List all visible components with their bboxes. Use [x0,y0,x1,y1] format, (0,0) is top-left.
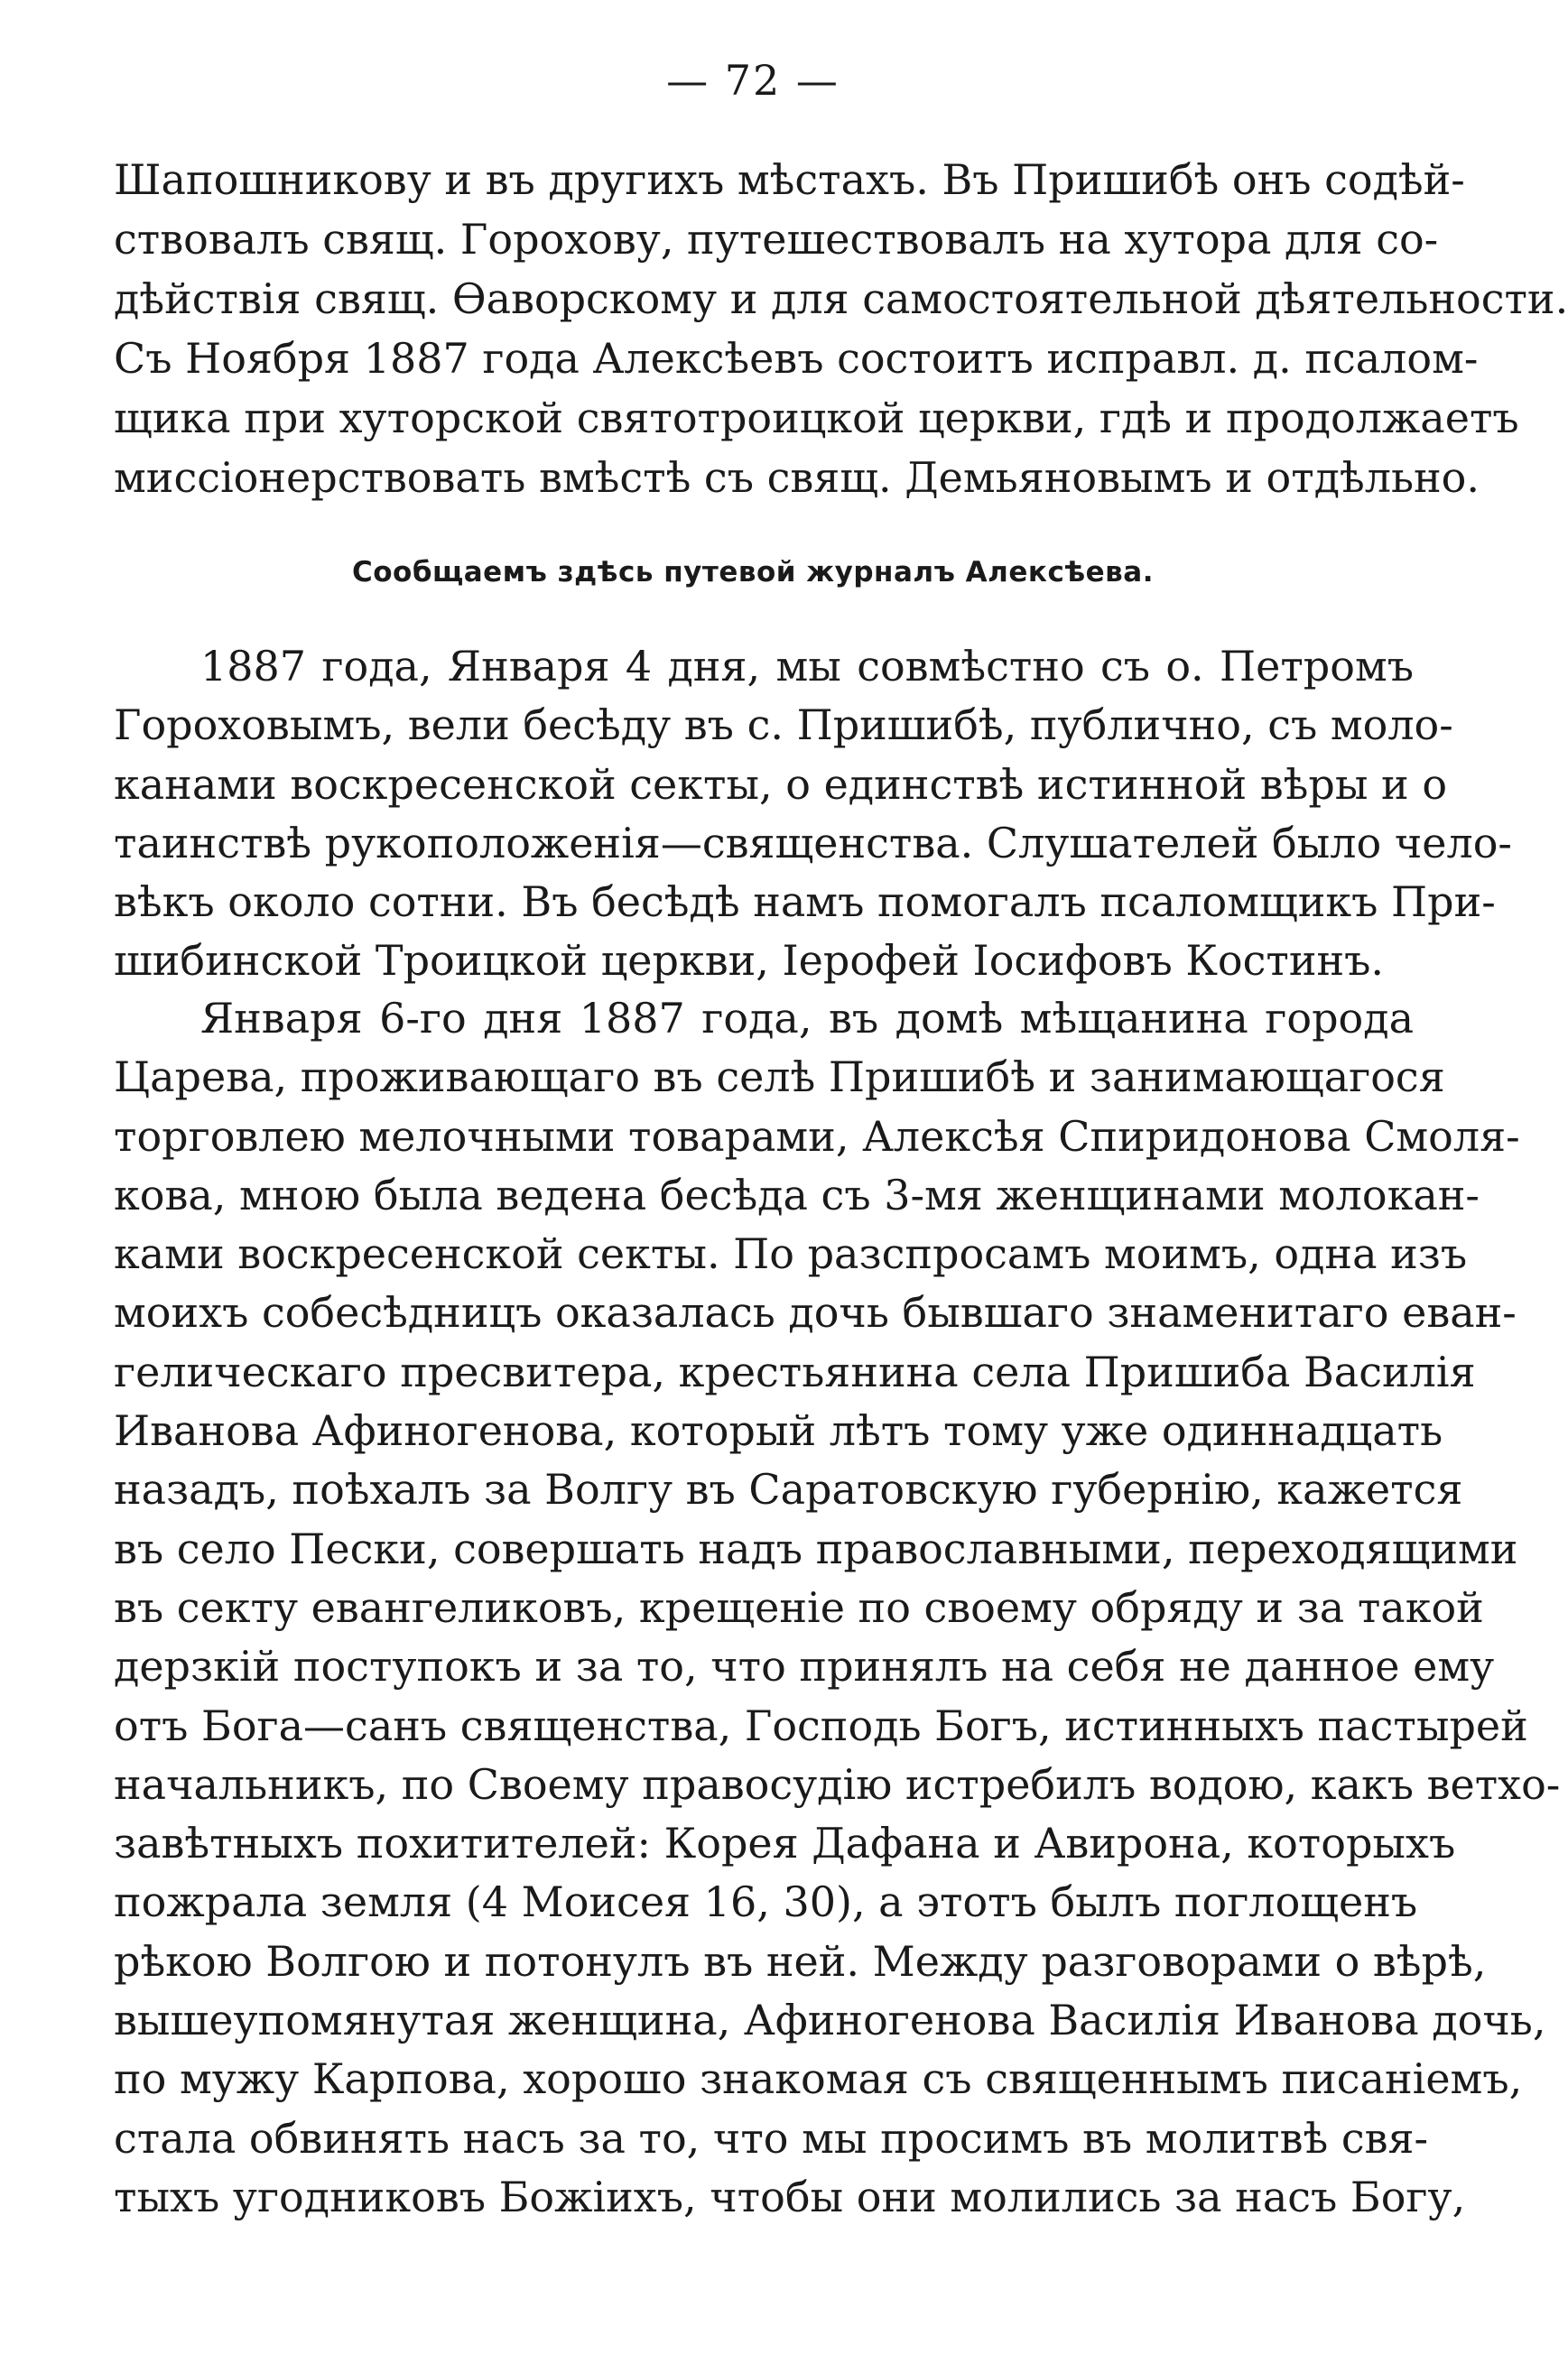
text-line: ками воскресенской секты. По разспросамъ моимъ, одна изъ [114,1229,1468,1279]
text-line: Царева, проживающаго въ селѣ Пришибѣ и занимающагося [114,1052,1445,1102]
text-line: вышеупомянутая женщина, Афиногенова Василія Иванова дочь, [114,1996,1546,2045]
section-heading: Сообщаемъ здѣсь путевой журналъ Алексѣева. [352,556,1154,589]
text-line: Иванова Афиногенова, который лѣтъ тому уже одиннадцать [114,1406,1443,1456]
page-number: — 72 — [666,56,840,105]
text-line: тыхъ угодниковъ Божіихъ, чтобы они молились за насъ Богу, [114,2172,1466,2221]
text-line: Января 6-го дня 1887 года, въ домѣ мѣщанина города [200,994,1414,1043]
text-line: стала обвинять насъ за то, что мы просимъ въ молитвѣ свя- [114,2113,1429,2163]
text-line: шибинской Троицкой церкви, Іерофей Іосифовъ Костинъ. [114,936,1385,986]
text-line: кова, мною была ведена бесѣда съ 3-мя женщинами молокан- [114,1170,1480,1219]
paragraph-3 [114,989,1561,2227]
text-line: гелическаго пресвитера, крестьянина села Пришиба Василія [114,1347,1476,1396]
text-line: канами воскресенской секты, о единствѣ истинной вѣры и о [114,759,1448,809]
text-line: отъ Бога—санъ священства, Господь Богъ, истинныхъ пастырей [114,1701,1528,1750]
text-line: дерзкій поступокъ и за то, что принялъ на себя не данное ему [114,1642,1495,1692]
text-line: вѣкъ около сотни. Въ бесѣдѣ намъ помогалъ псаломщикъ При- [114,877,1496,927]
text-line: торговлею мелочными товарами, Алексѣя Спиридонова Смоля- [114,1111,1520,1161]
text-line: назадъ, поѣхалъ за Волгу въ Саратовскую губернію, кажется [114,1465,1463,1515]
text-line: по мужу Карпова, хорошо знакомая съ священнымъ писаніемъ, [114,2054,1523,2104]
text-line: дѣйствія свящ. Ѳаворскому и для самостоятельной дѣятельности. [114,274,1568,323]
text-line: въ село Пески, совершать надъ православными, переходящими [114,1524,1518,1573]
text-line: таинствѣ рукоположенія—священства. Слушателей было чело- [114,818,1512,867]
paragraph-1 [114,150,1568,507]
text-line: щика при хуторской святотроицкой церкви, гдѣ и продолжаетъ [114,394,1519,442]
text-line: пожрала земля (4 Моисея 16, 30), а этотъ былъ поглощенъ [114,1877,1418,1927]
text-line: миссіонерствовать вмѣстѣ съ свящ. Демьяновымъ и отдѣльно. [114,453,1480,502]
text-line: рѣкою Волгою и потонулъ въ ней. Между разговорами о вѣрѣ, [114,1936,1487,1986]
text-line: моихъ собесѣдницъ оказалась дочь бывшаго знаменитаго еван- [114,1288,1517,1338]
text-line: 1887 года, Января 4 дня, мы совмѣстно съ о. Петромъ [200,642,1414,691]
text-line: начальникъ, по Своему правосудію истребилъ водою, какъ ветхо- [114,1759,1561,1809]
text-line: Гороховымъ, вели бесѣду въ с. Пришибѣ, публично, съ моло- [114,700,1453,750]
text-line: Шапошникову и въ другихъ мѣстахъ. Въ Пришибѣ онъ содѣй- [114,155,1465,204]
text-line: Съ Ноября 1887 года Алексѣевъ состоитъ исправл. д. псалом- [114,334,1479,383]
paragraph-2 [114,637,1512,991]
text-line: завѣтныхъ похитителей: Корея Дафана и Авирона, которыхъ [114,1819,1456,1868]
text-line: ствовалъ свящ. Горохову, путешествовалъ на хутора для со- [114,215,1439,264]
text-line: въ секту евангеликовъ, крещеніе по своему обряду и за такой [114,1582,1484,1632]
